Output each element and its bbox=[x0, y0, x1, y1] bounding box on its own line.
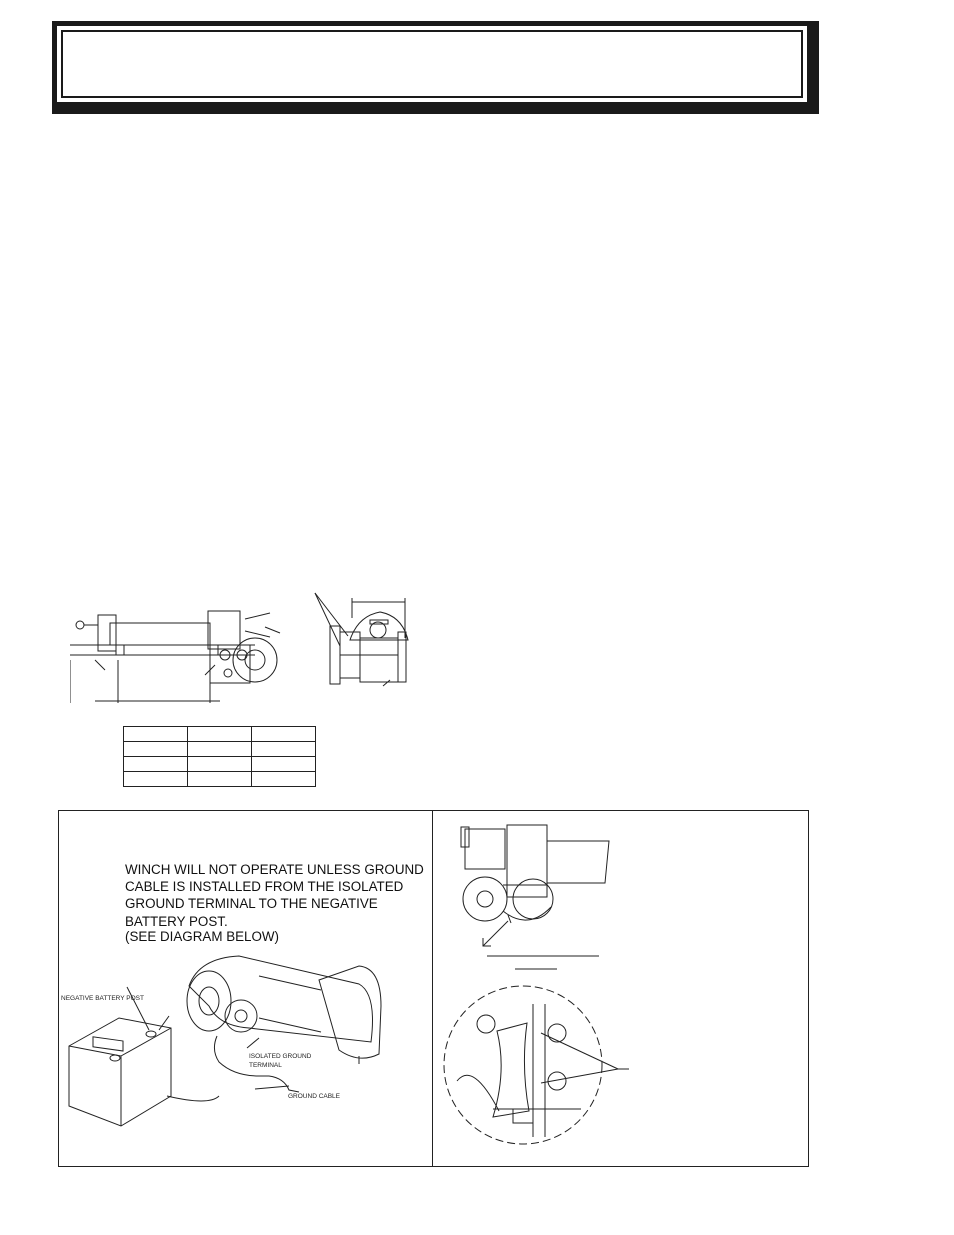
table-row bbox=[124, 727, 316, 742]
table-cell bbox=[252, 727, 316, 742]
table-cell bbox=[188, 772, 252, 787]
dimension-table bbox=[123, 726, 316, 787]
ground-cable-label: GROUND CABLE bbox=[288, 1093, 341, 1100]
winch-end-view-drawing bbox=[310, 588, 415, 693]
winch-side-view-drawing bbox=[70, 605, 290, 710]
isolated-ground-terminal-label: ISOLATED GROUND bbox=[249, 1053, 312, 1060]
table-cell bbox=[252, 772, 316, 787]
installation-detail-panel bbox=[432, 810, 809, 1167]
winch-mount-detail-drawing bbox=[433, 811, 807, 1165]
table-cell bbox=[124, 757, 188, 772]
negative-battery-post-label: NEGATIVE BATTERY POST bbox=[61, 995, 144, 1002]
page-title-box bbox=[61, 30, 803, 98]
title-frame bbox=[52, 21, 819, 114]
table-row bbox=[124, 772, 316, 787]
ground-warning-text: WINCH WILL NOT OPERATE UNLESS GROUND CABLE IS INSTALLED FROM THE ISOLATED GROUND TERMINAL TO THE NEGATIVE BATTERY POST. bbox=[125, 862, 424, 929]
table-cell bbox=[252, 742, 316, 757]
table-row bbox=[124, 742, 316, 757]
table-cell bbox=[124, 772, 188, 787]
table-cell bbox=[188, 727, 252, 742]
isolated-ground-terminal-label-2: TERMINAL bbox=[249, 1062, 282, 1069]
see-diagram-note: (SEE DIAGRAM BELOW) bbox=[125, 929, 280, 944]
table-cell bbox=[188, 757, 252, 772]
battery-winch-ground-diagram bbox=[59, 946, 429, 1161]
table-cell bbox=[124, 742, 188, 757]
ground-cable-panel bbox=[58, 810, 434, 1167]
table-row bbox=[124, 757, 316, 772]
table-cell bbox=[124, 727, 188, 742]
table-cell bbox=[188, 742, 252, 757]
title-frame-gap bbox=[57, 26, 807, 102]
table-cell bbox=[252, 757, 316, 772]
